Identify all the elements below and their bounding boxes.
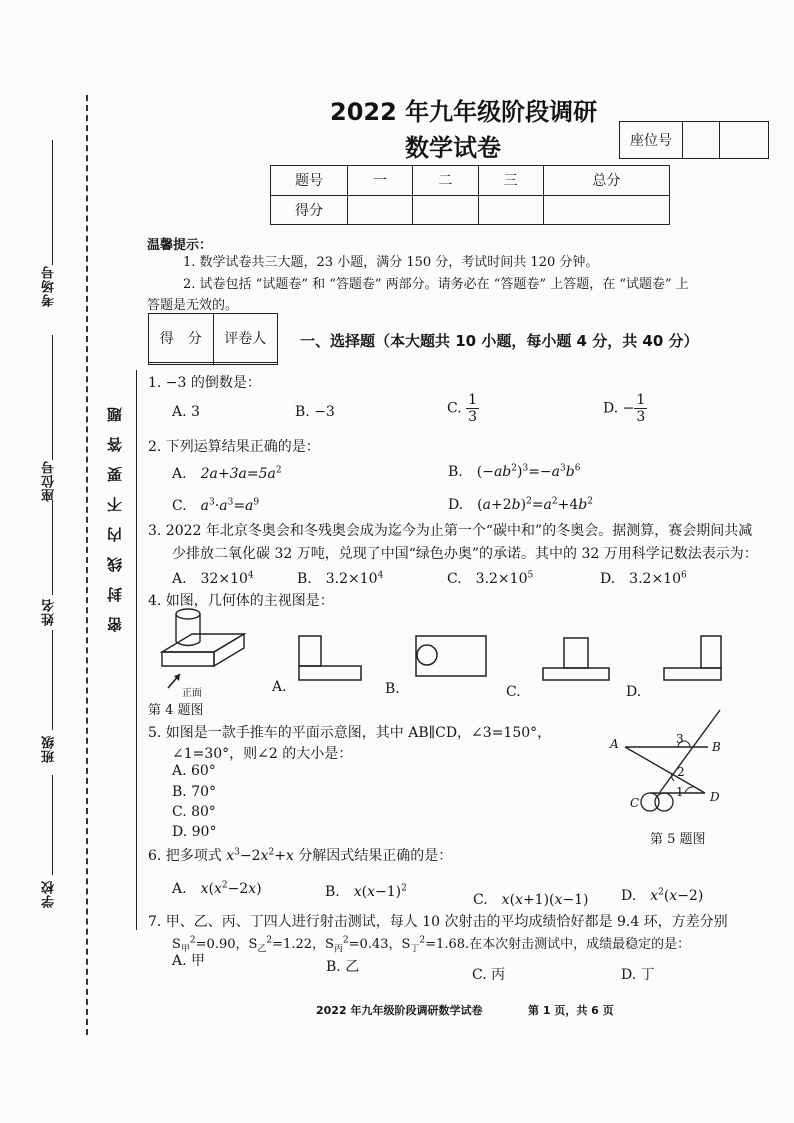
notice-line-2: 2. 试卷包括 “试题卷” 和 “答题卷” 两部分。请务必在 “答题卷” 上答题，在 “试题卷” 上 (183, 277, 689, 292)
q5-angle-3: 3 (676, 732, 684, 746)
q5-label-b: B (712, 740, 721, 754)
q5-cart-diagram (600, 702, 750, 827)
q2-option-a: A. $2a+3a=5a^2$ (172, 465, 282, 482)
q2-option-c: C. $a^3\cdot a^3=a^9$ (172, 497, 260, 514)
q7-option-a: A. 甲 (172, 953, 206, 969)
q5-option-b: B. 70° (172, 784, 217, 800)
name-blank-line (52, 500, 53, 595)
binding-solid-line (136, 370, 137, 930)
exam-room-blank-line (52, 140, 53, 265)
q5-stem-line-1: 5. 如图是一款手推车的平面示意图，其中 AB∥CD，∠3=150°， (148, 725, 552, 741)
q7-stem-line-2: $S_甲^2=0.90$，$S_乙^2=1.22$，$S_丙^2=0.43$，$S_丁^2=1.68$.在本次射击测试中，成绩最稳定的是： (172, 935, 691, 955)
seat-box-1[interactable] (683, 122, 720, 159)
score-header-part2: 二 (413, 166, 478, 196)
q6-option-d: D. $x^2(x-2)$ (621, 887, 704, 904)
q5-angle-1: 1 (676, 785, 684, 799)
q7-option-b: B. 乙 (326, 959, 360, 975)
grader-score-label: 得 分 (149, 314, 214, 363)
binding-dashed-line (86, 95, 88, 1035)
q3-stem-line-1: 3. 2022 年北京冬奥会和冬残奥会成为迄今为止第一个“碳中和”的冬奥会。据测算，赛会期间共减 (148, 523, 753, 539)
score-header-part1: 一 (348, 166, 413, 196)
score-header-number: 题号 (271, 166, 348, 196)
sidebar-field-name: 姓名 (42, 598, 57, 626)
q1-c-label: C. (447, 400, 462, 417)
seat-blank-line (52, 335, 53, 460)
score-cell-2[interactable] (413, 195, 478, 225)
q5-caption: 第 5 题图 (650, 832, 706, 847)
score-table (270, 165, 670, 225)
q4-option-a-view (296, 633, 366, 683)
q4-caption: 第 4 题图 (148, 703, 204, 718)
q1-c-fraction (466, 392, 479, 425)
q1-d-label: D. (603, 400, 619, 417)
school-blank-line (52, 775, 53, 875)
grader-score-cell[interactable] (149, 362, 214, 364)
q7-stem-suffix: 在本次射击测试中，成绩最稳定的是： (469, 937, 691, 952)
q4-option-d-view (661, 634, 725, 684)
q5-label-d: D (710, 790, 720, 804)
seal-line-notice: 密封线内不要答题 (106, 392, 124, 632)
q7-stem-line-1: 7. 甲、乙、丙、丁四人进行射击测试，每人 10 次射击的平均成绩恰好都是 9.4 环，方差分别 (148, 914, 728, 930)
q6-option-a: A. $x(x^2-2x)$ (172, 880, 262, 897)
footer-title: 2022 年九年级阶段调研数学试卷 (316, 1004, 483, 1017)
sidebar-field-exam-room: 考场号 (42, 265, 57, 307)
q1-option-a: A. 3 (172, 404, 200, 420)
seat-box-2[interactable] (720, 122, 769, 159)
sidebar-field-seat: 座位号 (42, 460, 57, 502)
q5-option-d: D. 90° (172, 824, 217, 840)
q1-option-c (447, 392, 479, 425)
q1-option-b: B. −3 (295, 404, 335, 420)
seat-number-table (619, 121, 769, 159)
q3-stem-line-2: 少排放二氧化碳 32 万吨，兑现了中国“绿色办奥”的承诺。其中的 32 万用科学记数法表示为： (172, 546, 758, 562)
seat-label: 座位号 (620, 122, 683, 159)
q1-d-sign: − (622, 400, 635, 417)
q4-option-c-view (540, 636, 612, 682)
q4-option-c-label: C. (506, 684, 521, 700)
frac-denominator: 3 (636, 409, 646, 426)
q1-d-fraction (634, 392, 647, 425)
q6-stem-suffix: 分解因式结果正确的是： (298, 848, 453, 864)
q1-stem: 1. −3 的倒数是： (148, 375, 261, 391)
score-header-total: 总分 (543, 166, 669, 196)
q5-option-c: C. 80° (172, 804, 216, 820)
section1-heading: 一、选择题（本大题共 10 小题，每小题 4 分，共 40 分） (300, 332, 699, 350)
sidebar-field-school: 学校 (42, 880, 57, 908)
q4-solid-figure (152, 602, 252, 692)
exam-subtitle: 数学试卷 (405, 134, 501, 162)
q7-option-c: C. 丙 (472, 967, 506, 983)
grader-name-cell[interactable] (213, 362, 278, 364)
q6-stem: 6. 把多项式 $x^3-2x^2+x$ 分解因式结果正确的是： (148, 847, 453, 864)
notice-line-3: 答题是无效的。 (147, 298, 239, 313)
score-row-label: 得分 (271, 195, 348, 225)
q2-stem: 2. 下列运算结果正确的是： (148, 439, 320, 455)
q6-option-c: C. x(x+1)(x−1) (473, 892, 589, 908)
q4-front-label: 正面 (182, 688, 202, 699)
q4-option-b-view (414, 634, 490, 680)
notice-heading: 温馨提示： (147, 238, 213, 253)
grader-table (148, 313, 278, 365)
score-cell-total[interactable] (543, 195, 669, 225)
score-cell-1[interactable] (348, 195, 413, 225)
exam-title: 2022 年九年级阶段调研 (330, 98, 598, 126)
q5-option-a: A. 60° (172, 763, 216, 779)
q6-option-b: B. $x(x-1)^2$ (325, 883, 407, 900)
q4-option-b-label: B. (385, 681, 400, 697)
q5-label-a: A (610, 737, 619, 751)
frac-denominator: 3 (468, 409, 478, 426)
q2-option-d: D. $(a+2b)^2=a^2+4b^2$ (448, 496, 593, 513)
score-cell-3[interactable] (478, 195, 543, 225)
q4-option-d-label: D. (626, 684, 642, 700)
q1-option-d (603, 392, 647, 425)
q2-option-b: B. $(-ab^2)^3=-a^3b^6$ (448, 463, 581, 480)
q4-stem: 4. 如图，几何体的主视图是： (148, 593, 334, 609)
q5-stem-line-2: ∠1=30°，则∠2 的大小是： (172, 746, 353, 762)
score-header-part3: 三 (478, 166, 543, 196)
q5-label-c: C (630, 796, 640, 810)
footer-page-number: 第 1 页，共 6 页 (528, 1004, 614, 1017)
q7-option-d: D. 丁 (621, 967, 655, 983)
notice-line-1: 1. 数学试卷共三大题，23 小题，满分 150 分，考试时间共 120 分钟。 (183, 255, 599, 270)
grader-name-label: 评卷人 (213, 314, 278, 363)
q4-option-a-label: A. (272, 679, 287, 695)
sidebar-field-class: 班级 (42, 735, 57, 763)
class-blank-line (52, 630, 53, 730)
q3-option-d: D. $3.2\times 10^6$ (600, 570, 687, 587)
frac-numerator: 1 (636, 392, 646, 408)
q3-option-b: B. $3.2\times 10^4$ (297, 570, 384, 587)
q6-stem-prefix: 6. 把多项式 (148, 848, 222, 864)
frac-numerator: 1 (468, 392, 478, 408)
q3-option-c: C. $3.2\times 10^5$ (447, 570, 534, 587)
q5-angle-2: 2 (677, 765, 685, 779)
q3-option-a: A. $32\times 10^4$ (172, 570, 254, 587)
